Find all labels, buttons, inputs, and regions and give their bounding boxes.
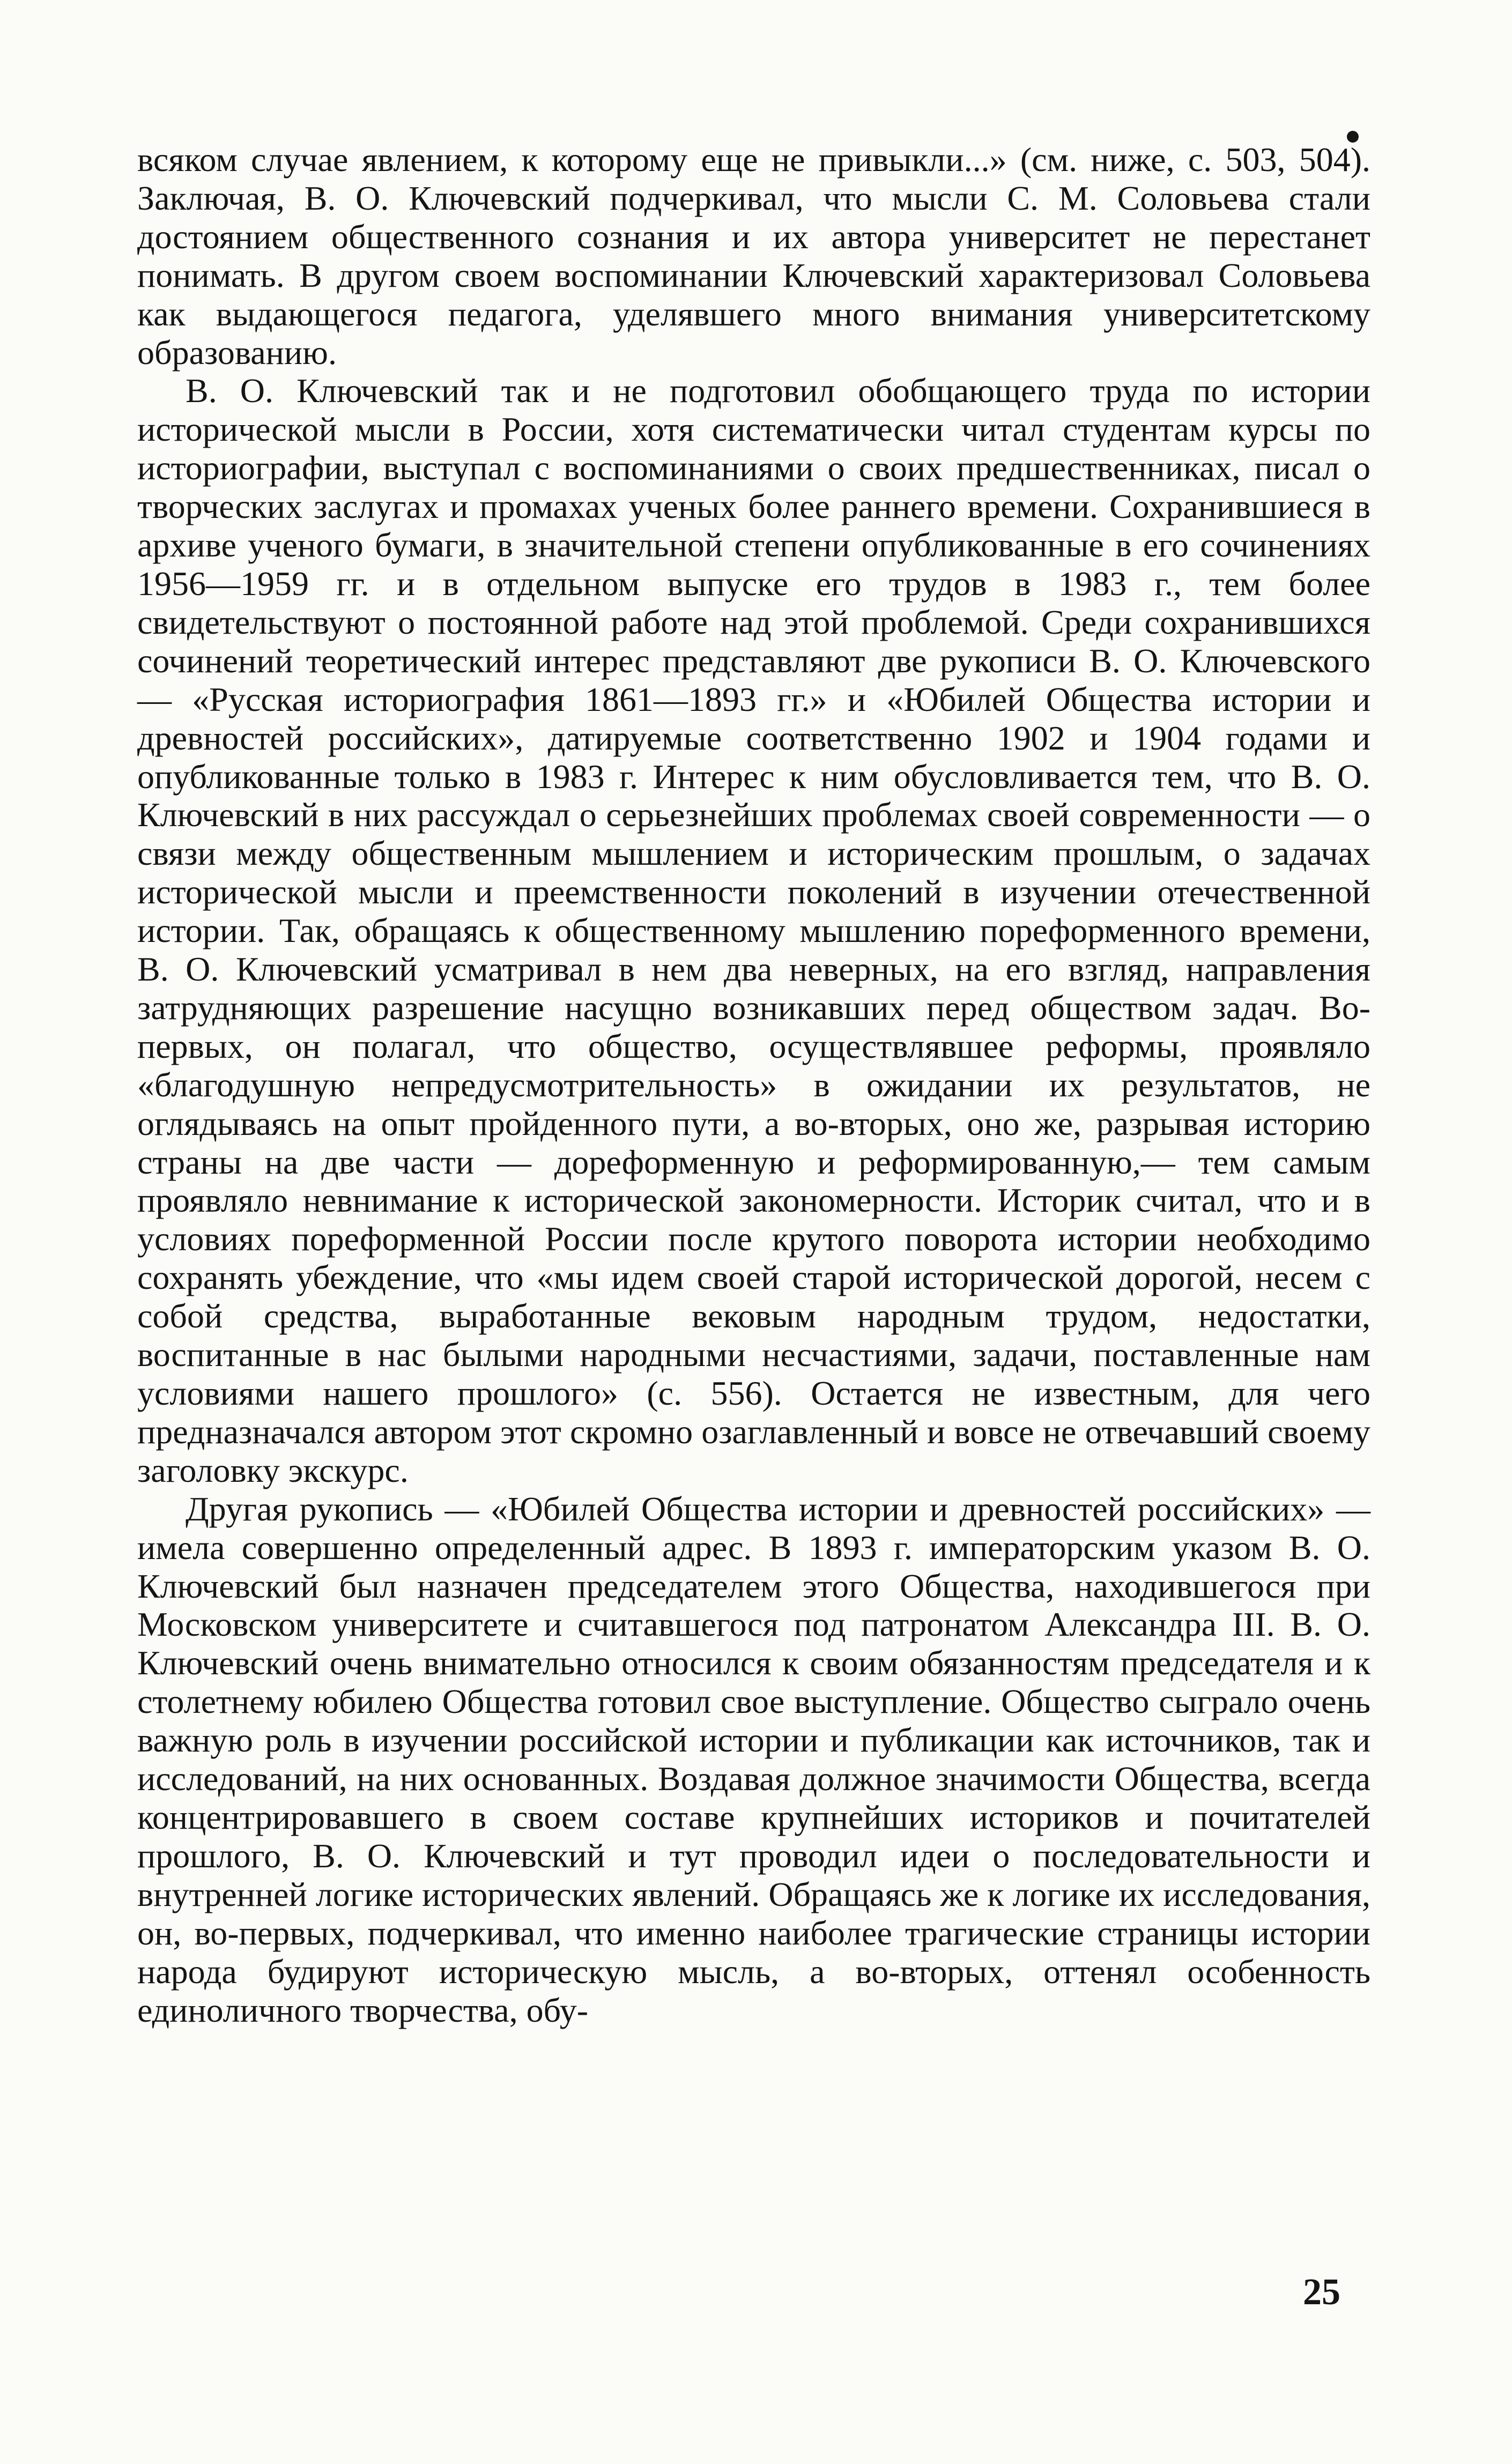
paragraph-3: Другая рукопись — «Юбилей Общества истории и древностей российских» — имела совершенно определенный адрес. В 1893 г. императорским указом В. О. Ключевский был назначен председателем этого Общества, находившегося при Московском университете и считавшегося под патронатом Александра III. В. О. Ключевский очень внимательно относился к своим обязанностям председателя и к столетнему юбилею Общества готовил свое выступление. Общество сыграло очень важную роль в изучении российской истории и публикации как источников, так и исследований, на них основанных. Воздавая должное значимости Общества, всегда концентрировавшего в своем составе крупнейших историков и почитателей прошлого, В. О. Ключевский и тут проводил идеи о последовательности и внутренней логике исторических явлений. Обращаясь же к логике их исследования, он, во-первых, подчеркивал, что именно наиболее трагические страницы истории народа будируют историческую мысль, а во-вторых, оттенял особенность единоличного творчества, обу-: [137, 1489, 1370, 2029]
paragraph-2: В. О. Ключевский так и не подготовил обобщающего труда по истории исторической мысли в России, хотя систематически читал студентам курсы по историографии, выступал с воспоминаниями о своих предшественниках, писал о творческих заслугах и промахах ученых более раннего времени. Сохранившиеся в архиве ученого бумаги, в значительной степени опубликованные в его сочинениях 1956—1959 гг. и в отдельном выпуске его трудов в 1983 г., тем более свидетельствуют о постоянной работе над этой проблемой. Среди сохранившихся сочинений теоретический интерес представляют две рукописи В. О. Ключевского — «Русская историография 1861—1893 гг.» и «Юбилей Общества истории и древностей российских», датируемые соответственно 1902 и 1904 годами и опубликованные только в 1983 г. Интерес к ним обусловливается тем, что В. О. Ключевский в них рассуждал о серьезнейших проблемах своей современности — о связи между общественным мышлением и историческим прошлым, о задачах исторической мысли и преемственности поколений в изучении отечественной истории. Так, обращаясь к общественному мышлению пореформенного времени, В. О. Ключевский усматривал в нем два неверных, на его взгляд, направления затрудняющих разрешение насущно возникавших перед обществом задач. Во-первых, он полагал, что общество, осуществлявшее реформы, проявляло «благодушную непредусмотрительность» в ожидании их результатов, не оглядываясь на опыт пройденного пути, а во-вторых, оно же, разрывая историю страны на две части — дореформенную и реформированную,— тем самым проявляло невнимание к исторической закономерности. Историк считал, что и в условиях пореформенной России после крутого поворота истории необходимо сохранять убеждение, что «мы идем своей старой исторической дорогой, несем с собой средства, выработанные вековым народным трудом, недостатки, воспитанные в нас былыми народными несчастиями, задачи, поставленные нам условиями нашего прошлого» (с. 556). Остается не известным, для чего предназначался автором этот скромно озаглавленный и вовсе не отвечавший своему заголовку экскурс.: [137, 372, 1370, 1489]
paragraph-1: всяком случае явлением, к которому еще не привыкли...» (см. ниже, с. 503, 504). Заключая, В. О. Ключевский подчеркивал, что мысли С. М. Соловьева стали достоянием общественного сознания и их автора университет не перестанет понимать. В другом своем воспоминании Ключевский характеризовал Соловьева как выдающегося педагога, уделявшего много внимания университетскому образованию.: [137, 140, 1370, 372]
body-text: [137, 140, 1370, 2029]
page-number: 25: [1303, 2272, 1340, 2313]
